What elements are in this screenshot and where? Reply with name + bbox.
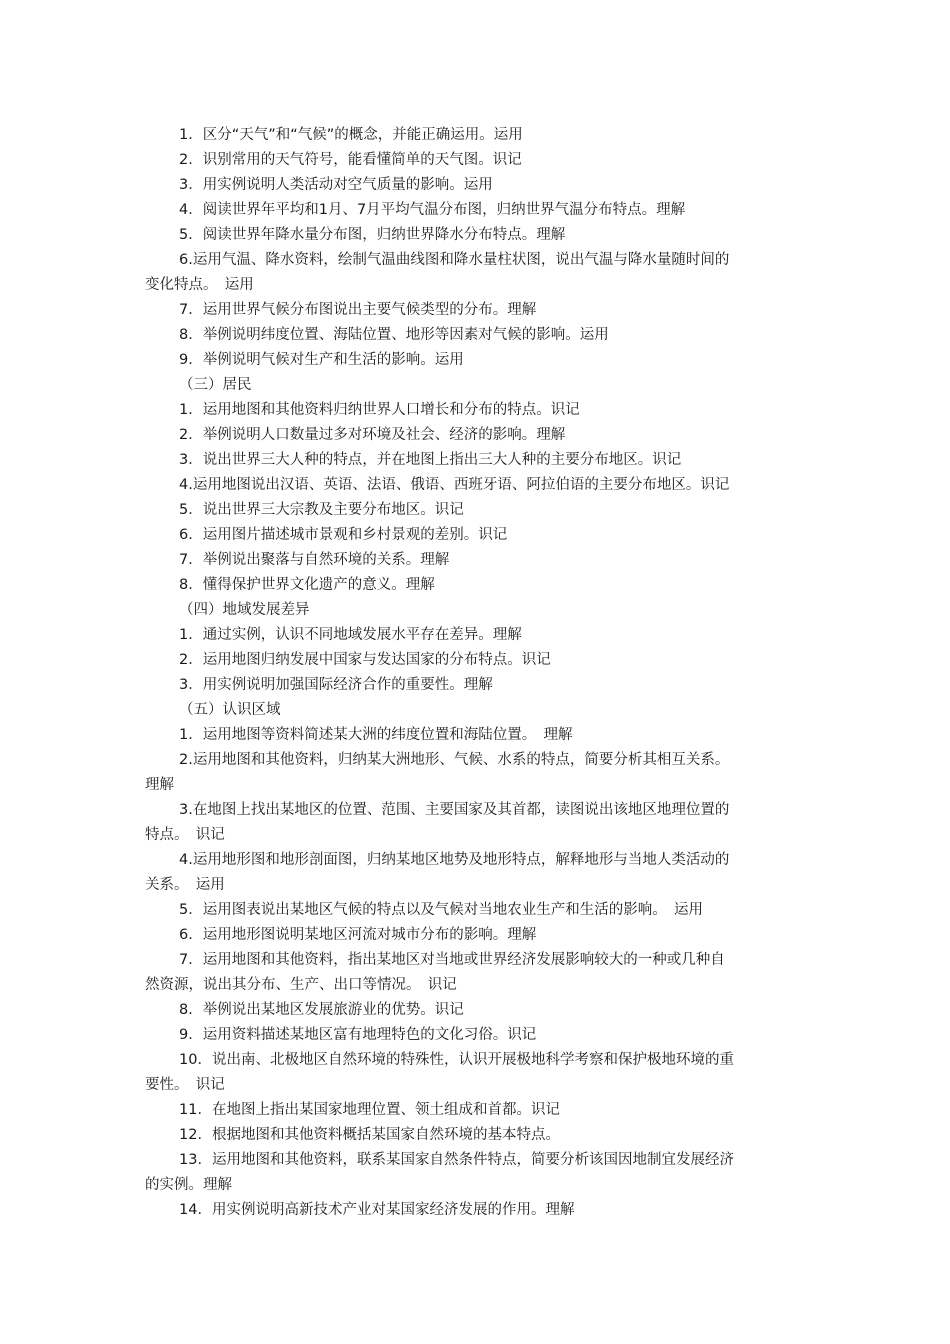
text-line: 1．通过实例，认识不同地域发展水平存在差异。理解 <box>179 627 522 643</box>
text-line: 4.运用地图说出汉语、英语、法语、俄语、西班牙语、阿拉伯语的主要分布地区。识记 <box>179 477 730 493</box>
text-line: 7．运用世界气候分布图说出主要气候类型的分布。理解 <box>179 302 537 318</box>
text-line: 4.运用地形图和地形剖面图，归纳某地区地势及地形特点，解释地形与当地人类活动的 <box>179 852 730 868</box>
text-line: 的实例。理解 <box>145 1177 232 1193</box>
text-line: 要性。 识记 <box>145 1077 225 1093</box>
text-line: 理解 <box>145 777 174 793</box>
text-line: 3．用实例说明人类活动对空气质量的影响。运用 <box>179 177 493 193</box>
text-line: 9．举例说明气候对生产和生活的影响。运用 <box>179 352 464 368</box>
document-body <box>145 123 810 1223</box>
text-line: 6．运用图片描述城市景观和乡村景观的差别。识记 <box>179 527 508 543</box>
text-line: 2.运用地图和其他资料，归纳某大洲地形、气候、水系的特点，简要分析其相互关系。 <box>179 752 730 768</box>
text-line: 9．运用资料描述某地区富有地理特色的文化习俗。识记 <box>179 1027 537 1043</box>
text-line: 4．阅读世界年平均和1月、7月平均气温分布图，归纳世界气温分布特点。理解 <box>179 202 686 218</box>
text-line: 7．运用地图和其他资料，指出某地区对当地或世界经济发展影响较大的一种或几种自 <box>179 952 725 968</box>
text-line: 7．举例说出聚落与自然环境的关系。理解 <box>179 552 450 568</box>
text-line: 8．举例说出某地区发展旅游业的优势。识记 <box>179 1002 464 1018</box>
text-line: 1．运用地图和其他资料归纳世界人口增长和分布的特点。识记 <box>179 402 580 418</box>
text-line: 13．运用地图和其他资料，联系某国家自然条件特点，简要分析该国因地制宜发展经济 <box>179 1152 734 1168</box>
text-line: 变化特点。 运用 <box>145 277 254 293</box>
text-line: 3．用实例说明加强国际经济合作的重要性。理解 <box>179 677 493 693</box>
text-line: 10．说出南、北极地区自然环境的特殊性，认识开展极地科学考察和保护极地环境的重 <box>179 1052 734 1068</box>
text-line: 14．用实例说明高新技术产业对某国家经济发展的作用。理解 <box>179 1202 575 1218</box>
text-line: 8．懂得保护世界文化遗产的意义。理解 <box>179 577 435 593</box>
text-line: 3．说出世界三大人种的特点，并在地图上指出三大人种的主要分布地区。识记 <box>179 452 682 468</box>
text-line: 2．举例说明人口数量过多对环境及社会、经济的影响。理解 <box>179 427 566 443</box>
text-line: 关系。 运用 <box>145 877 225 893</box>
text-line: 3.在地图上找出某地区的位置、范围、主要国家及其首都，读图说出该地区地理位置的 <box>179 802 730 818</box>
text-line: 8．举例说明纬度位置、海陆位置、地形等因素对气候的影响。运用 <box>179 327 609 343</box>
text-line: （四）地域发展差异 <box>179 602 310 618</box>
text-line: 1．区分“天气”和“气候”的概念，并能正确运用。运用 <box>179 127 523 143</box>
text-line: 5．运用图表说出某地区气候的特点以及气候对当地农业生产和生活的影响。 运用 <box>179 902 703 918</box>
text-line: （五）认识区域 <box>179 702 281 718</box>
text-line: 12．根据地图和其他资料概括某国家自然环境的基本特点。 <box>179 1127 560 1143</box>
text-line: 11．在地图上指出某国家地理位置、领土组成和首都。识记 <box>179 1102 560 1118</box>
text-line: （三）居民 <box>179 377 252 393</box>
text-line: 特点。 识记 <box>145 827 225 843</box>
text-line: 1．运用地图等资料简述某大洲的纬度位置和海陆位置。 理解 <box>179 727 573 743</box>
text-line: 6．运用地形图说明某地区河流对城市分布的影响。理解 <box>179 927 537 943</box>
text-line: 5．阅读世界年降水量分布图，归纳世界降水分布特点。理解 <box>179 227 566 243</box>
text-line: 6.运用气温、降水资料，绘制气温曲线图和降水量柱状图，说出气温与降水量随时间的 <box>179 252 730 268</box>
text-line: 2．识别常用的天气符号，能看懂简单的天气图。识记 <box>179 152 522 168</box>
text-line: 2．运用地图归纳发展中国家与发达国家的分布特点。识记 <box>179 652 551 668</box>
text-line: 然资源，说出其分布、生产、出口等情况。 识记 <box>145 977 457 993</box>
text-line: 5．说出世界三大宗教及主要分布地区。识记 <box>179 502 464 518</box>
